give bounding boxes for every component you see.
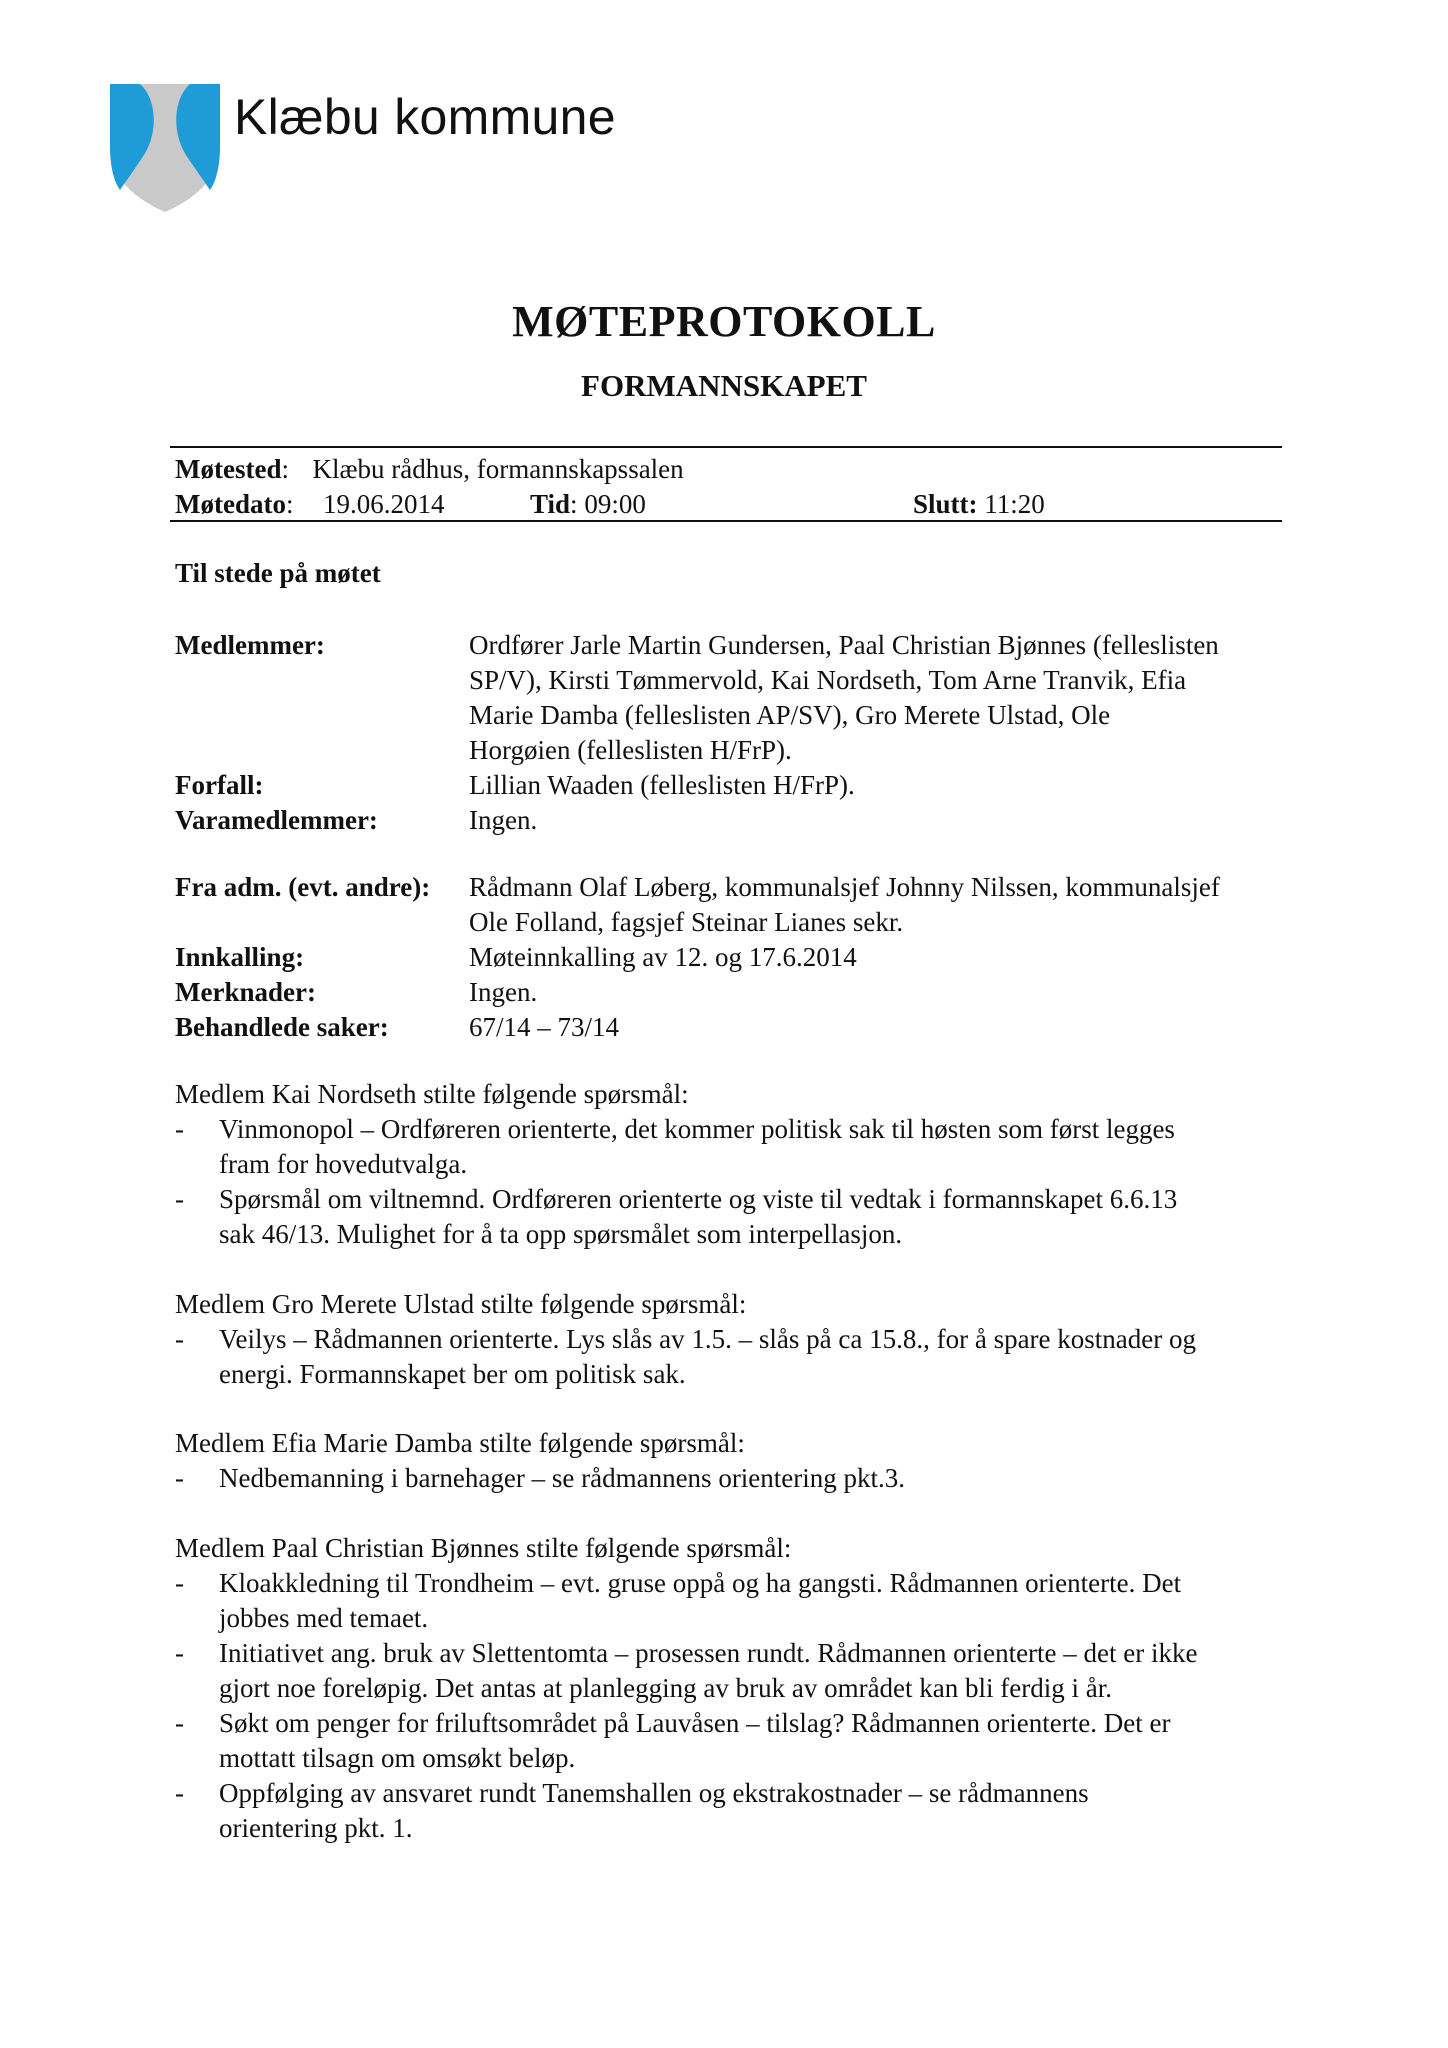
meeting-place-label: Møtested xyxy=(175,454,282,484)
divider-top xyxy=(170,446,1282,448)
bullet-dash: - xyxy=(175,1463,184,1493)
admin-row xyxy=(175,1010,1285,1045)
line: Kloakkledning til Trondheim – evt. gruse oppå og ha gangsti. Rådmannen orienterte. Det xyxy=(219,1568,1182,1598)
bullet-dash: - xyxy=(175,1324,184,1354)
attendance-row xyxy=(175,803,1285,838)
document-subtitle: FORMANNSKAPET xyxy=(581,368,867,403)
list-item xyxy=(175,1706,1285,1776)
question-lead: Medlem Paal Christian Bjønnes stilte følgende spørsmål: xyxy=(175,1533,792,1563)
bullet-text xyxy=(219,1182,1285,1252)
colon: : xyxy=(570,489,585,519)
admin-line: Rådmann Olaf Løberg, kommunalsjef Johnny Nilssen, kommunalsjef xyxy=(469,872,1220,902)
line: orientering pkt. 1. xyxy=(219,1813,413,1843)
members-line: Ordfører Jarle Martin Gundersen, Paal Christian Bjønnes (felleslisten xyxy=(469,630,1219,660)
line: gjort noe foreløpig. Det antas at planlegging av bruk av området kan bli ferdig i år. xyxy=(219,1673,1112,1703)
line: fram for hovedutvalga. xyxy=(219,1149,468,1179)
line: energi. Formannskapet ber om politisk sak. xyxy=(219,1359,686,1389)
municipality-name: Klæbu kommune xyxy=(234,89,616,145)
colon: : xyxy=(285,489,294,519)
document-title: MØTEPROTOKOLL xyxy=(512,297,936,346)
list-item xyxy=(175,1461,1285,1496)
cases-value: 67/14 – 73/14 xyxy=(469,1012,620,1042)
absent-value: Lillian Waaden (felleslisten H/FrP). xyxy=(469,770,855,800)
bullet-dash: - xyxy=(175,1638,184,1668)
notice-label: Innkalling: xyxy=(175,942,305,972)
line: Søkt om penger for friluftsområdet på Lauvåsen – tilslag? Rådmannen orienterte. Det er xyxy=(219,1708,1171,1738)
list-item xyxy=(175,1776,1285,1846)
bullet-dash: - xyxy=(175,1708,184,1738)
list-item xyxy=(175,1322,1285,1392)
members-label: Medlemmer: xyxy=(175,630,325,660)
attendance-row xyxy=(175,628,1285,768)
meeting-date-value: 19.06.2014 xyxy=(323,489,445,519)
members-line: Horgøien (felleslisten H/FrP). xyxy=(469,735,792,765)
attendance-row xyxy=(175,768,1285,803)
admin-label: Fra adm. (evt. andre): xyxy=(175,872,431,902)
list-item xyxy=(175,1112,1285,1182)
bullet-text xyxy=(219,1566,1285,1636)
cases-label: Behandlede saker: xyxy=(175,1012,389,1042)
remarks-label: Merknader: xyxy=(175,977,316,1007)
question-lead: Medlem Efia Marie Damba stilte følgende spørsmål: xyxy=(175,1428,745,1458)
list-item xyxy=(175,1566,1285,1636)
bullet-text xyxy=(219,1706,1285,1776)
coat-of-arms-icon xyxy=(110,84,220,212)
question-block xyxy=(175,1531,1285,1846)
meeting-date-row xyxy=(175,487,1275,522)
substitutes-value: Ingen. xyxy=(469,805,538,835)
meeting-place-row xyxy=(175,452,684,487)
bullet-dash: - xyxy=(175,1184,184,1214)
meeting-date-label: Møtedato xyxy=(175,489,286,519)
question-block xyxy=(175,1287,1285,1392)
admin-section xyxy=(175,870,1285,1045)
members-line: Marie Damba (felleslisten AP/SV), Gro Merete Ulstad, Ole xyxy=(469,700,1111,730)
line: Initiativet ang. bruk av Slettentomta – prosessen rundt. Rådmannen orienterte – det er ikke xyxy=(219,1638,1198,1668)
bullet-dash: - xyxy=(175,1114,184,1144)
meeting-place-value: Klæbu rådhus, formannskapssalen xyxy=(312,454,684,484)
line: Spørsmål om viltnemnd. Ordføreren orienterte og viste til vedtak i formannskapet 6.6.13 xyxy=(219,1184,1178,1214)
list-item xyxy=(175,1182,1285,1252)
admin-row xyxy=(175,975,1285,1010)
question-block xyxy=(175,1426,1285,1496)
remarks-value: Ingen. xyxy=(469,977,538,1007)
line: Veilys – Rådmannen orienterte. Lys slås av 1.5. – slås på ca 15.8., for å spare kostnader og xyxy=(219,1324,1196,1354)
line: jobbes med temaet. xyxy=(219,1603,429,1633)
admin-row xyxy=(175,940,1285,975)
question-lead: Medlem Gro Merete Ulstad stilte følgende spørsmål: xyxy=(175,1289,747,1319)
bullet-text xyxy=(219,1112,1285,1182)
present-heading: Til stede på møtet xyxy=(175,558,381,588)
attendance-section xyxy=(175,628,1285,838)
bullet-text: Nedbemanning i barnehager – se rådmannens orientering pkt.3. xyxy=(219,1463,906,1493)
bullet-text xyxy=(219,1636,1285,1706)
bullet-text xyxy=(219,1776,1285,1846)
end-time-value: 11:20 xyxy=(984,489,1045,519)
list-item xyxy=(175,1636,1285,1706)
admin-row xyxy=(175,870,1285,940)
question-block xyxy=(175,1077,1285,1252)
members-value xyxy=(469,628,1285,768)
bullet-text xyxy=(219,1322,1285,1392)
colon: : xyxy=(281,454,289,484)
substitutes-label: Varamedlemmer: xyxy=(175,805,378,835)
line: Vinmonopol – Ordføreren orienterte, det kommer politisk sak til høsten som først legges xyxy=(219,1114,1175,1144)
start-time-value: 09:00 xyxy=(584,489,646,519)
admin-line: Ole Folland, fagsjef Steinar Lianes sekr. xyxy=(469,907,904,937)
end-time-label: Slutt: xyxy=(913,489,978,519)
bullet-dash: - xyxy=(175,1568,184,1598)
divider-bottom xyxy=(170,520,1282,522)
line: mottatt tilsagn om omsøkt beløp. xyxy=(219,1743,576,1773)
line: sak 46/13. Mulighet for å ta opp spørsmålet som interpellasjon. xyxy=(219,1219,903,1249)
bullet-dash: - xyxy=(175,1778,184,1808)
admin-value xyxy=(469,870,1285,940)
notice-value: Møteinnkalling av 12. og 17.6.2014 xyxy=(469,942,857,972)
line: Oppfølging av ansvaret rundt Tanemshallen og ekstrakostnader – se rådmannens xyxy=(219,1778,1089,1808)
absent-label: Forfall: xyxy=(175,770,264,800)
start-time-label: Tid xyxy=(530,489,571,519)
members-line: SP/V), Kirsti Tømmervold, Kai Nordseth, Tom Arne Tranvik, Efia xyxy=(469,665,1187,695)
question-lead: Medlem Kai Nordseth stilte følgende spørsmål: xyxy=(175,1079,689,1109)
